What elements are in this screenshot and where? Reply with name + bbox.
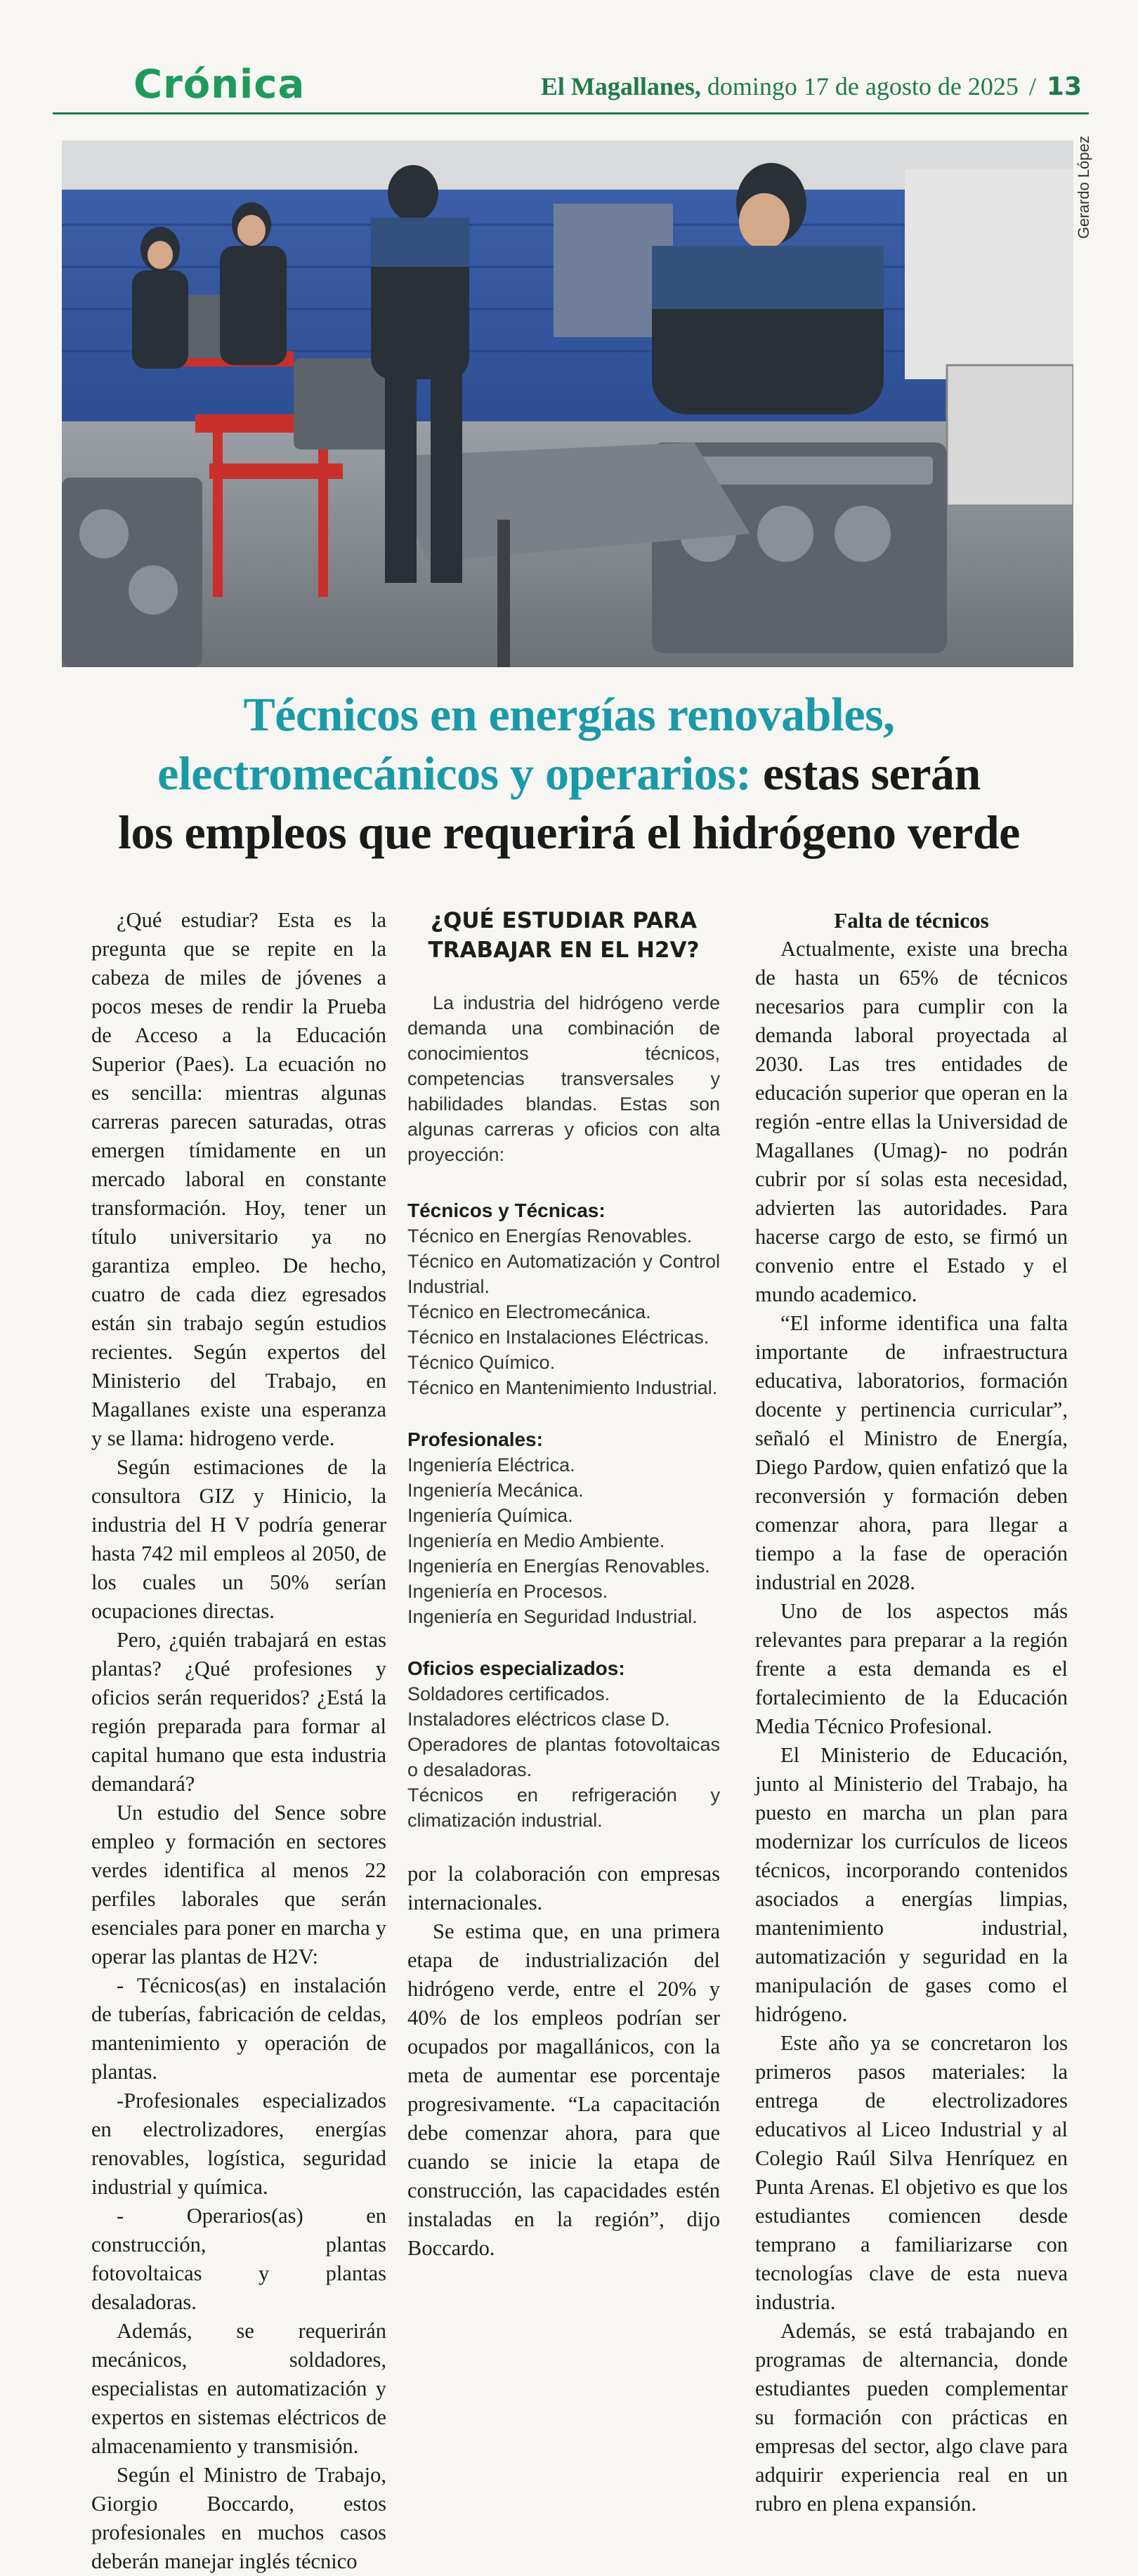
publication-name: El Magallanes, [540, 72, 701, 100]
page-number: 13 [1046, 72, 1082, 101]
headline-line-3: los empleos que requerirá el hidrógeno verde [118, 806, 1020, 859]
sidebar-list-item: Técnicos en refrigeración y climatización industrial. [407, 1785, 720, 1831]
headline-accent: electromecánicos y operarios: [157, 747, 752, 800]
sidebar-list-item: Técnico en Electromecánica. [407, 1301, 651, 1322]
paragraph: “El informe identifica una falta importante de infraestructura educativa, laboratorios, formación docente y pertinencia curricular”, señaló el Ministro de Energía, Diego Pardow, quien enfatizó que la reconversión y formación deben comenzar ahora, para llegar a tiempo a la fase de operación industrial en 2028. [755, 1311, 1068, 1594]
paragraph: Además, se requerirán mecánicos, soldadores, especialistas en automatización y expertos en sistemas eléctricos de almacenamiento y transmisión. [91, 2319, 386, 2458]
sidebar-group-heading: Oficios especializados: [407, 1657, 625, 1679]
paragraph: Además, se está trabajando en programas de alternancia, donde estudiantes pueden complementar su formación con prácticas en empresas del sector, algo clave para adquirir experiencia real en un rubro en plena expansión. [755, 2319, 1068, 2516]
paragraph: por la colaboración con empresas internacionales. [407, 1862, 720, 1914]
paragraph: Según el Ministro de Trabajo, Giorgio Boccardo, estos profesionales en muchos casos deberán manejar inglés técnico [91, 2463, 386, 2573]
paragraph: Un estudio del Sence sobre empleo y formación en sectores verdes identifica al menos 22 perfiles laborales que serán esenciales para poner en marcha y operar las plantas de H2V: [91, 1801, 386, 1969]
sidebar-group-heading: Técnicos y Técnicas: [407, 1200, 606, 1221]
sidebar-group-list [407, 1452, 720, 1629]
sidebar-intro: La industria del hidrógeno verde demanda una combinación de conocimientos técnicos, competencias transversales y habilidades blandas. Estas son algunas carreras y oficios con alta proyección: [407, 992, 720, 1165]
sidebar-list-item: Técnico en Instalaciones Eléctricas. [407, 1327, 709, 1348]
header-meta [541, 72, 1082, 101]
sidebar-list-item: Ingeniería en Seguridad Industrial. [407, 1606, 698, 1627]
article-column-3 [755, 906, 1068, 2518]
headline-line-2-rest: estas serán [751, 747, 981, 800]
sidebar-list-item: Ingeniería en Procesos. [407, 1581, 608, 1602]
headline [56, 685, 1082, 862]
article-column-2 [407, 906, 720, 2263]
workshop-photo [62, 140, 1073, 667]
paragraph: - Técnicos(as) en instalación de tuberías, fabricación de celdas, mantenimiento y operación de plantas. [91, 1973, 386, 2084]
article-column-1 [91, 906, 386, 2576]
headline-line-1: Técnicos en energías renovables, [243, 688, 895, 741]
paragraph: ¿Qué estudiar? Esta es la pregunta que se repite en la cabeza de miles de jóvenes a pocos meses de rendir la Prueba de Acceso a la Educación Superior (Paes). La ecuación no es sencilla: mientras algunas carreras parecen saturadas, otras emergen tímidamente en un mercado laboral en constante transformación. Hoy, tener un título universitario ya no garantiza empleo. De hecho, cuatro de cada diez egresados están sin trabajo según estudios recientes. Según expertos del Ministerio del Trabajo, en Magallanes existe una esperanza y se llama: hidrogeno verde. [91, 908, 386, 1450]
column-2-continuation [407, 1860, 720, 2263]
sidebar-group-heading: Profesionales: [407, 1428, 543, 1450]
header-rule [53, 112, 1089, 114]
sidebar-list-item: Técnico en Automatización y Control Industrial. [407, 1251, 720, 1297]
paragraph: Según estimaciones de la consultora GIZ y Hinicio, la industria del H V podría generar hasta 742 mil empleos al 2050, de los cuales un 50% serían ocupaciones directas. [91, 1455, 386, 1623]
sidebar-list-item: Ingeniería en Medio Ambiente. [407, 1530, 665, 1551]
sidebar-list-item: Ingeniería Eléctrica. [407, 1454, 575, 1476]
paragraph: Uno de los aspectos más relevantes para preparar a la región frente a esta demanda es el fortalecimiento de la Educación Media Técnico Profesional. [755, 1599, 1068, 1738]
paragraph: Este año ya se concretaron los primeros pasos materiales: la entrega de electrolizadores educativos al Liceo Industrial y al Colegio Raúl Silva Henríquez en Punta Arenas. El objetivo es que los estudiantes comiencen desde temprano a familiarizarse con tecnologías clave de esta nueva industria. [755, 2031, 1068, 2314]
sidebar-list-item: Ingeniería Química. [407, 1505, 573, 1526]
paragraph: Pero, ¿quién trabajará en estas plantas? ¿Qué profesiones y oficios serán requeridos? ¿Está la región preparada para formar al capital humano que esta industria demandará? [91, 1628, 386, 1796]
sidebar-list-item: Soldadores certificados. [407, 1683, 610, 1704]
header-separator: / [1028, 72, 1036, 100]
paragraph: Actualmente, existe una brecha de hasta un 65% de técnicos necesarios para cumplir con la demanda laboral proyectada al 2030. Las tres entidades de educación superior que operan en la región -entre ellas la Universidad de Magallanes (Umag)- no podrán cubrir por sí solas esta necesidad, advierten las autoridades. Para hacerse cargo de esto, se firmó un convenio entre el Estado y el mundo academico. [755, 937, 1068, 1306]
sidebar-list-item: Ingeniería Mecánica. [407, 1480, 584, 1501]
sidebar-box [407, 906, 720, 1833]
subheading: Falta de técnicos [834, 908, 989, 933]
sidebar-group-list [407, 1681, 720, 1833]
paragraph: El Ministerio de Educación, junto al Ministerio del Trabajo, ha puesto en marcha un plan para modernizar los currículos de liceos técnicos, incorporando contenidos asociados a energías limpias, mantenimiento industrial, automatización y seguridad en la manipulación de gases como el hidrógeno. [755, 1743, 1068, 2026]
section-name: Crónica [133, 62, 306, 107]
sidebar-list-item: Instaladores eléctricos clase D. [407, 1709, 670, 1730]
sidebar-group-list [407, 1223, 720, 1400]
headline-line-2 [56, 744, 1082, 803]
workshop-photo-illustration [62, 140, 1073, 667]
sidebar-list-item: Técnico en Mantenimiento Industrial. [407, 1377, 718, 1398]
sidebar-title: ¿QUÉ ESTUDIAR PARA TRABAJAR EN EL H2V? [428, 908, 700, 963]
paragraph: Se estima que, en una primera etapa de industrialización del hidrógeno verde, entre el 20% y 40% de los empleos podrían ser ocupados por magallánicos, con la meta de aumentar ese porcentaje progresivamente. “La capacitación debe comenzar ahora, para que cuando se inicie la etapa de construcción, las capacidades estén instaladas en la región”, dijo Boccardo. [407, 1919, 720, 2260]
publication-date: domingo 17 de agosto de 2025 [707, 72, 1019, 100]
photo-credit: Gerardo López [1075, 136, 1092, 239]
sidebar-list-item: Técnico Químico. [407, 1352, 556, 1373]
sidebar-list-item: Operadores de plantas fotovoltaicas o desaladoras. [407, 1734, 720, 1780]
sidebar-list-item: Técnico en Energías Renovables. [407, 1225, 693, 1247]
sidebar-list-item: Ingeniería en Energías Renovables. [407, 1556, 710, 1577]
paragraph: - Operarios(as) en construcción, plantas fotovoltaicas y plantas desaladoras. [91, 2204, 386, 2314]
paragraph: -Profesionales especializados en electrolizadores, energías renovables, logística, seguridad industrial y química. [91, 2089, 386, 2199]
page-header [0, 0, 1138, 123]
